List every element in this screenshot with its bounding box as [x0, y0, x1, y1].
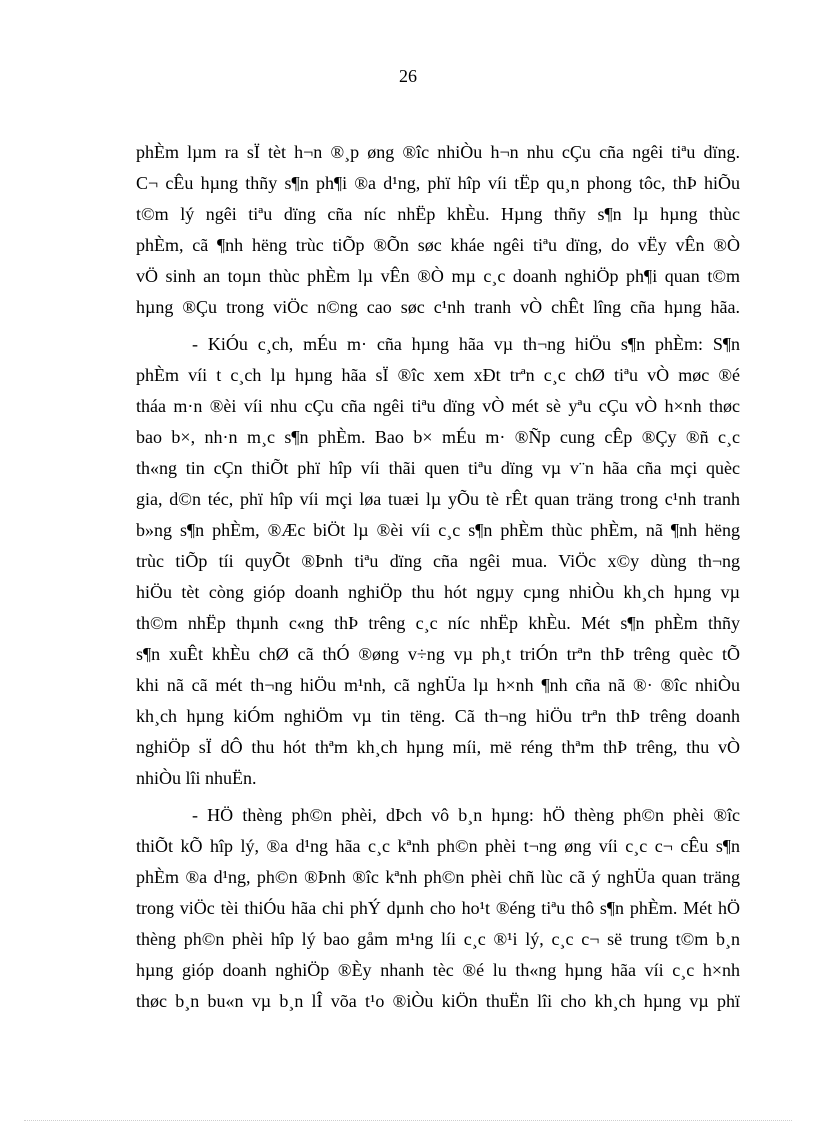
- text-line: nghiÖp sÏ dÔ thu hót thªm kh¸ch hµng míi, më réng thªm thÞ trêng, thu vÒ: [136, 737, 740, 757]
- text-line: s¶n xuÊt khÈu chØ cã thÓ ®øng v÷ng vµ ph¸t triÓn trªn thÞ trêng quèc tÕ: [136, 644, 740, 664]
- text-line: hµng gióp doanh nghiÖp ®Èy nhanh tèc ®é lu th«ng hµng hãa víi c¸c h×nh: [136, 960, 740, 980]
- text-line: trong viÖc tèi thiÓu hãa chi phÝ dµnh cho ho¹t ®éng tiªu thô s¶n phÈm. Mét hÖ: [136, 898, 740, 918]
- text-line: phÈm víi t c¸ch lµ hµng hãa sÏ ®îc xem xÐt trªn c¸c chØ tiªu vÒ møc ®é: [136, 365, 740, 385]
- text-line: - HÖ thèng ph©n phèi, dÞch vô b¸n hµng: hÖ thèng ph©n phèi ®îc: [192, 805, 740, 825]
- text-line: nhiÒu lîi nhuËn.: [136, 768, 257, 788]
- text-line: hµng ®Çu trong viÖc n©ng cao søc c¹nh tranh vÒ chÊt lîng cña hµng hãa.: [136, 297, 740, 317]
- text-line: b»ng s¶n phÈm, ®Æc biÖt lµ ®èi víi c¸c s¶n phÈm thùc phÈm, nã ¶nh hëng: [136, 520, 740, 540]
- text-line: gia, d©n téc, phï hîp víi mçi løa tuæi lµ yÕu tè rÊt quan träng trong c¹nh tranh: [136, 489, 740, 509]
- text-line: vÖ sinh an toµn thùc phÈm lµ vÊn ®Ò mµ c¸c doanh nghiÖp ph¶i quan t©m: [136, 266, 740, 286]
- text-line: thiÕt kÕ hîp lý, ®a d¹ng hãa c¸c kªnh ph©n phèi t¬ng øng víi c¸c c¬ cÊu s¶n: [136, 836, 740, 856]
- text-line: thèng ph©n phèi hîp lý bao gåm m¹ng líi c¸c ®¹i lý, c¸c c¬ së trung t©m b¸n: [136, 929, 740, 949]
- text-line: tháa m·n ®èi víi nhu cÇu cña ngêi tiªu dïng vÒ mét sè yªu cÇu vÒ h×nh thøc: [136, 396, 740, 416]
- text-line: th«ng tin cÇn thiÕt phï hîp víi thãi quen tiªu dïng vµ v¨n hãa cña mçi quèc: [136, 458, 740, 478]
- text-line: t©m lý ngêi tiªu dïng cña níc nhËp khÈu. Hµng thñy s¶n lµ hµng thùc: [136, 204, 740, 224]
- text-line: kh¸ch hµng kiÓm nghiÖm vµ tin tëng. Cã th¬ng hiÖu trªn thÞ trêng doanh: [136, 706, 740, 726]
- text-line: thøc b¸n bu«n vµ b¸n lÎ võa t¹o ®iÒu kiÖn thuËn lîi cho kh¸ch hµng vµ phï: [136, 991, 740, 1011]
- text-line: khi nã cã mét th¬ng hiÖu m¹nh, cã nghÜa lµ h×nh ¶nh cña nã ®· ®îc nhiÒu: [136, 675, 740, 695]
- text-line: phÈm ®a d¹ng, ph©n ®Þnh ®îc kªnh ph©n phèi chñ lùc cã ý nghÜa quan träng: [136, 867, 740, 887]
- text-line: hiÖu tèt còng gióp doanh nghiÖp thu hót ngµy cµng nhiÒu kh¸ch hµng vµ: [136, 582, 740, 602]
- text-line: - KiÓu c¸ch, mÉu m· cña hµng hãa vµ th¬ng hiÖu s¶n phÈm: S¶n: [192, 334, 740, 354]
- text-line: C¬ cÊu hµng thñy s¶n ph¶i ®a d¹ng, phï hîp víi tËp qu¸n phong tôc, thÞ hiÕu: [136, 173, 740, 193]
- page-number: 26: [399, 66, 417, 86]
- text-line: phÈm, cã ¶nh hëng trùc tiÕp ®Õn søc kháe ngêi tiªu dïng, do vËy vÊn ®Ò: [136, 235, 740, 255]
- page-bottom-divider: [24, 1120, 792, 1121]
- text-line: th©m nhËp thµnh c«ng thÞ trêng c¸c níc nhËp khÈu. Mét s¶n phÈm thñy: [136, 613, 740, 633]
- text-line: bao b×, nh·n m¸c s¶n phÈm. Bao b× mÉu m· ®Ñp cung cÊp ®Çy ®ñ c¸c: [136, 427, 740, 447]
- text-line: trùc tiÕp tíi quyÕt ®Þnh tiªu dïng cña ngêi mua. ViÖc x©y dùng th¬ng: [136, 551, 740, 571]
- text-line: phÈm lµm ra sÏ tèt h¬n ®¸p øng ®îc nhiÒu h¬n nhu cÇu cña ngêi tiªu dïng.: [136, 142, 740, 162]
